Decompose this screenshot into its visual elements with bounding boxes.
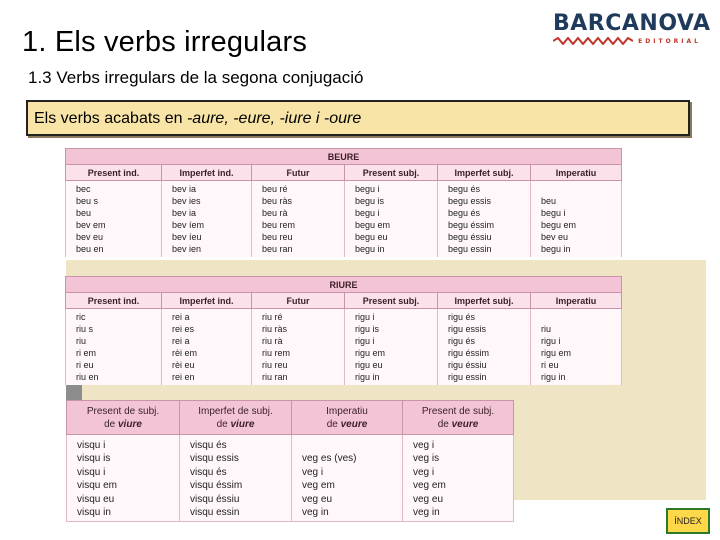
form: veg i	[413, 440, 435, 451]
conjugation-cell	[180, 435, 292, 522]
form: visqu essin	[190, 507, 240, 519]
column-header	[180, 401, 292, 435]
table-title: RIURE	[66, 277, 622, 293]
header-line: Present de subj.	[86, 405, 160, 417]
table-title: BEURE	[66, 149, 622, 165]
form: bev ien	[172, 244, 202, 254]
conjugation-cell	[67, 435, 180, 522]
form: begu és	[448, 208, 481, 218]
column-header	[292, 401, 403, 435]
logo-wave-icon	[553, 37, 633, 45]
form: visqu i	[77, 440, 106, 451]
header-verb: viure	[118, 418, 142, 430]
form: rei en	[172, 372, 195, 382]
barcanova-logo	[553, 11, 711, 48]
form: riu ràs	[262, 324, 288, 334]
column-header: Futur	[252, 165, 345, 181]
form	[302, 439, 402, 452]
header-line: Present de subj.	[421, 405, 495, 417]
form: begu és	[448, 184, 481, 194]
form: beu ré	[262, 184, 288, 194]
conjugation-cell	[66, 181, 162, 258]
form: begu is	[355, 196, 385, 206]
form: beu ràs	[262, 196, 293, 206]
form: rigu és	[448, 312, 476, 322]
column-header	[67, 401, 180, 435]
column-header: Imperatiu	[531, 293, 622, 309]
form: beu	[541, 196, 557, 206]
form: beu ran	[262, 244, 293, 254]
form: beu s	[76, 196, 99, 206]
form: bev eu	[76, 232, 104, 242]
form: riu	[541, 324, 552, 334]
form: visqu in	[77, 507, 111, 519]
form: bev íeu	[172, 232, 202, 242]
form: riu rà	[262, 336, 283, 346]
form: visqu i	[77, 466, 106, 478]
form: bev íem	[172, 220, 205, 230]
form: rei a	[172, 336, 190, 346]
header-verb: veure	[451, 418, 479, 430]
form: rigu éssim	[448, 348, 490, 358]
form: rigu in	[541, 372, 566, 382]
column-header: Imperatiu	[531, 165, 622, 181]
form: veg is	[413, 453, 440, 465]
column-header: Present ind.	[66, 165, 162, 181]
form: rigu essis	[448, 324, 487, 334]
form: riu ran	[262, 372, 288, 382]
form: veg i	[302, 466, 324, 478]
form: beu en	[76, 244, 104, 254]
form: rigu essin	[448, 372, 487, 382]
form: rigu em	[541, 348, 572, 358]
form: rei a	[172, 312, 190, 322]
form: rei es	[172, 324, 195, 334]
form: beu rà	[262, 208, 288, 218]
column-header	[403, 401, 514, 435]
header-prefix: de	[326, 418, 341, 430]
form: riu en	[76, 372, 99, 382]
conjugation-cell	[345, 181, 438, 258]
form: rigu in	[355, 372, 380, 382]
column-header: Imperfet subj.	[438, 293, 531, 309]
form: rigu i	[541, 336, 561, 346]
logo-word: BARCANOVA	[553, 11, 711, 36]
column-header: Present subj.	[345, 293, 438, 309]
form: bev ia	[172, 208, 197, 218]
form: begu em	[541, 220, 577, 230]
conjugation-cell	[252, 309, 345, 386]
form: visqu éssim	[190, 480, 243, 492]
form: bev eu	[541, 232, 569, 242]
form: beu reu	[262, 232, 293, 242]
form: riu	[76, 336, 87, 346]
header-line: Imperfet de subj.	[198, 405, 273, 417]
form	[541, 183, 621, 195]
form: begu essis	[448, 196, 492, 206]
conjugation-cell	[345, 309, 438, 386]
form: visqu essis	[190, 453, 239, 465]
column-header: Imperfet subj.	[438, 165, 531, 181]
form: begu i	[355, 208, 380, 218]
subtitle: 1.3 Verbs irregulars de la segona conjugació	[28, 68, 364, 87]
form: riu s	[76, 324, 94, 334]
header-prefix: de	[437, 418, 452, 430]
form: rigu i	[355, 312, 375, 322]
form: veg em	[413, 480, 446, 492]
conjugation-cell	[438, 181, 531, 258]
index-button[interactable]: ÍNDEX	[666, 508, 710, 534]
form: veg es (ves)	[302, 453, 357, 465]
form	[541, 311, 621, 323]
form: ri eu	[541, 360, 559, 370]
header-line: Imperatiu	[326, 405, 368, 417]
form: veg eu	[413, 493, 444, 505]
form: beu	[76, 208, 92, 218]
form: begu i	[355, 184, 380, 194]
form: bev em	[76, 220, 106, 230]
form: bev ia	[172, 184, 197, 194]
banner-prefix: Els verbs acabats en	[34, 110, 187, 127]
banner-endings: -aure, -eure, -iure i -oure	[186, 110, 362, 127]
title: 1. Els verbs irregulars	[22, 26, 308, 58]
form: riu reu	[262, 360, 288, 370]
viure-veure-table	[66, 400, 514, 522]
form: rigu és	[448, 336, 476, 346]
form: rigu i	[355, 336, 375, 346]
form: riu ré	[262, 312, 283, 322]
column-header: Imperfet ind.	[162, 165, 252, 181]
conjugation-cell	[162, 309, 252, 386]
form: veg i	[413, 466, 435, 478]
conjugation-cell	[292, 435, 403, 522]
beure-table	[65, 148, 622, 257]
column-header: Futur	[252, 293, 345, 309]
form: riu rem	[262, 348, 291, 358]
form: rigu eu	[355, 360, 383, 370]
riure-table	[65, 276, 622, 385]
conjugation-cell	[531, 181, 622, 258]
form: visqu em	[77, 480, 118, 492]
form: visqu eu	[77, 493, 115, 505]
form: ri eu	[76, 360, 94, 370]
form: beu rem	[262, 220, 296, 230]
column-header: Imperfet ind.	[162, 293, 252, 309]
conjugation-cell	[66, 309, 162, 386]
form: begu éssim	[448, 220, 495, 230]
form: begu eu	[355, 232, 388, 242]
column-header: Present subj.	[345, 165, 438, 181]
header-verb: viure	[230, 418, 255, 430]
conjugation-cell	[252, 181, 345, 258]
form: bec	[76, 184, 91, 194]
header-prefix: de	[216, 418, 231, 430]
form: rèi eu	[172, 360, 195, 370]
logo-sub: EDITORIAL	[638, 38, 701, 45]
form: visqu és	[190, 466, 227, 478]
form: rigu is	[355, 324, 380, 334]
conjugation-cell	[403, 435, 514, 522]
header-verb: veure	[340, 418, 368, 430]
form: ric	[76, 312, 86, 322]
form: rigu éssiu	[448, 360, 487, 370]
form: begu essin	[448, 244, 492, 254]
conjugation-cell	[531, 309, 622, 386]
section-banner	[26, 100, 690, 136]
conjugation-cell	[162, 181, 252, 258]
form: begu éssiu	[448, 232, 492, 242]
form: visqu is	[77, 453, 111, 465]
form: veg em	[302, 480, 335, 492]
form: veg eu	[302, 493, 333, 505]
form: ri em	[76, 348, 96, 358]
form: rèi em	[172, 348, 198, 358]
form: visqu éssiu	[190, 493, 240, 505]
form: begu em	[355, 220, 391, 230]
form: begu in	[541, 244, 571, 254]
header-prefix: de	[104, 418, 118, 430]
form: begu i	[541, 208, 566, 218]
conjugation-cell	[438, 309, 531, 386]
form: bev ies	[172, 196, 201, 206]
form: begu in	[355, 244, 385, 254]
form: veg in	[302, 507, 329, 519]
column-header: Present ind.	[66, 293, 162, 309]
form: veg in	[413, 507, 440, 519]
form: rigu em	[355, 348, 386, 358]
form: visqu és	[190, 440, 227, 451]
